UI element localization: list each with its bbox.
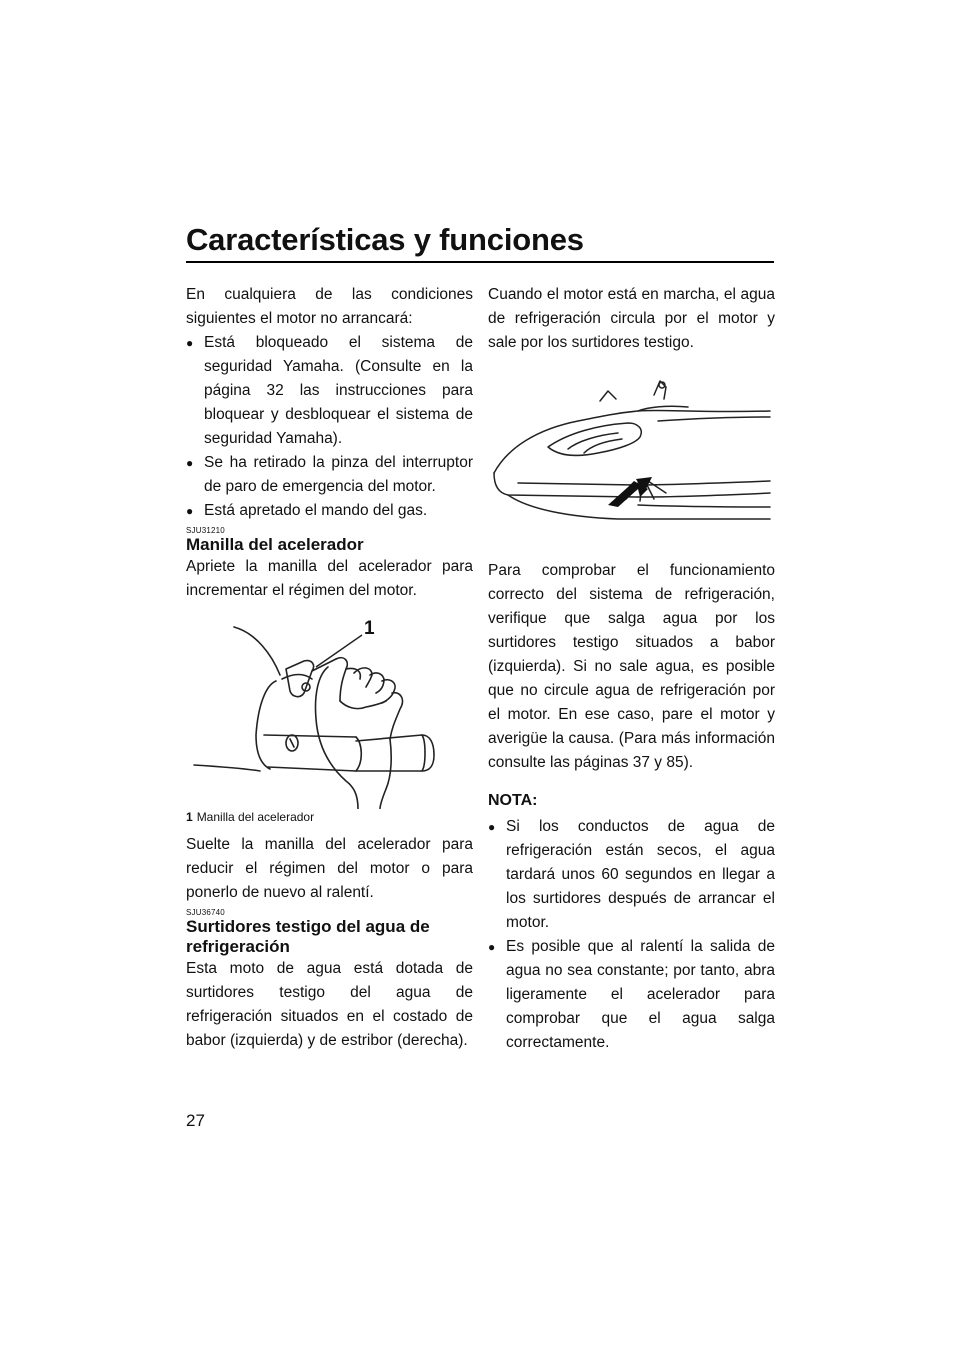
- section-code: SJU31210: [186, 526, 225, 535]
- body-paragraph: Para comprobar el funcionamiento correcto del sistema de refrigeración, verifique que salga agua por los surtidores testigo situados a babor (izquierda). Si no sale agua, es posible que no circule agua de refrigeración por el motor. En ese caso, pare el motor y averigüe la causa. (Para más información consulte las páginas 37 y 85).: [488, 562, 775, 771]
- section-paragraph: Suelte la manilla del acelerador para reducir el régimen del motor o para ponerlo de nuevo al ralentí.: [186, 836, 473, 901]
- list-item: ● Es posible que al ralentí la salida de agua no sea constante; por tanto, abra ligeramente el acelerador para comprobar que el agua salga correctamente.: [488, 935, 775, 1055]
- nota-label: NOTA:: [488, 792, 538, 809]
- section-code: SJU36740: [186, 908, 225, 917]
- start-conditions-list: [186, 331, 473, 523]
- right-column: [488, 283, 775, 1055]
- section-heading: Surtidores testigo del agua de refrigeración: [186, 917, 430, 956]
- list-item: ● Está apretado el mando del gas.: [186, 499, 473, 523]
- watercraft-figure: [488, 377, 775, 537]
- section-paragraph: Esta moto de agua está dotada de surtidores testigo del agua de refrigeración situados en el costado de babor (izquierda) y de estribor (derecha).: [186, 960, 473, 1049]
- page-number: 27: [186, 1111, 205, 1130]
- page-title: Características y funciones: [186, 222, 584, 257]
- watercraft-illustration: [488, 377, 775, 537]
- header-rule: [186, 261, 774, 263]
- section-heading: Manilla del acelerador: [186, 535, 364, 554]
- nota-list: [488, 815, 775, 1055]
- list-item: ● Si los conductos de agua de refrigeración están secos, el agua tardará unos 60 segundos en llegar a los surtidores después de arrancar el motor.: [488, 815, 775, 935]
- throttle-lever-illustration: [186, 615, 473, 809]
- caption-text: Manilla del acelerador: [196, 810, 315, 824]
- left-column: [186, 283, 473, 1053]
- list-item: ● Está bloqueado el sistema de seguridad Yamaha. (Consulte en la página 32 las instrucciones para bloquear y desbloquear el sistema de seguridad Yamaha).: [186, 331, 473, 451]
- list-item: ● Se ha retirado la pinza del interruptor de paro de emergencia del motor.: [186, 451, 473, 499]
- intro-paragraph: En cualquiera de las condiciones siguientes el motor no arrancará:: [186, 286, 473, 327]
- figure-callout-1: 1: [364, 618, 375, 639]
- throttle-lever-figure: [186, 615, 473, 809]
- caption-number: 1: [186, 810, 193, 824]
- figure-caption: [186, 809, 473, 825]
- intro-paragraph: Cuando el motor está en marcha, el agua de refrigeración circula por el motor y sale por los surtidores testigo.: [488, 286, 775, 351]
- section-paragraph: Apriete la manilla del acelerador para incrementar el régimen del motor.: [186, 558, 473, 599]
- page-header: [186, 222, 774, 263]
